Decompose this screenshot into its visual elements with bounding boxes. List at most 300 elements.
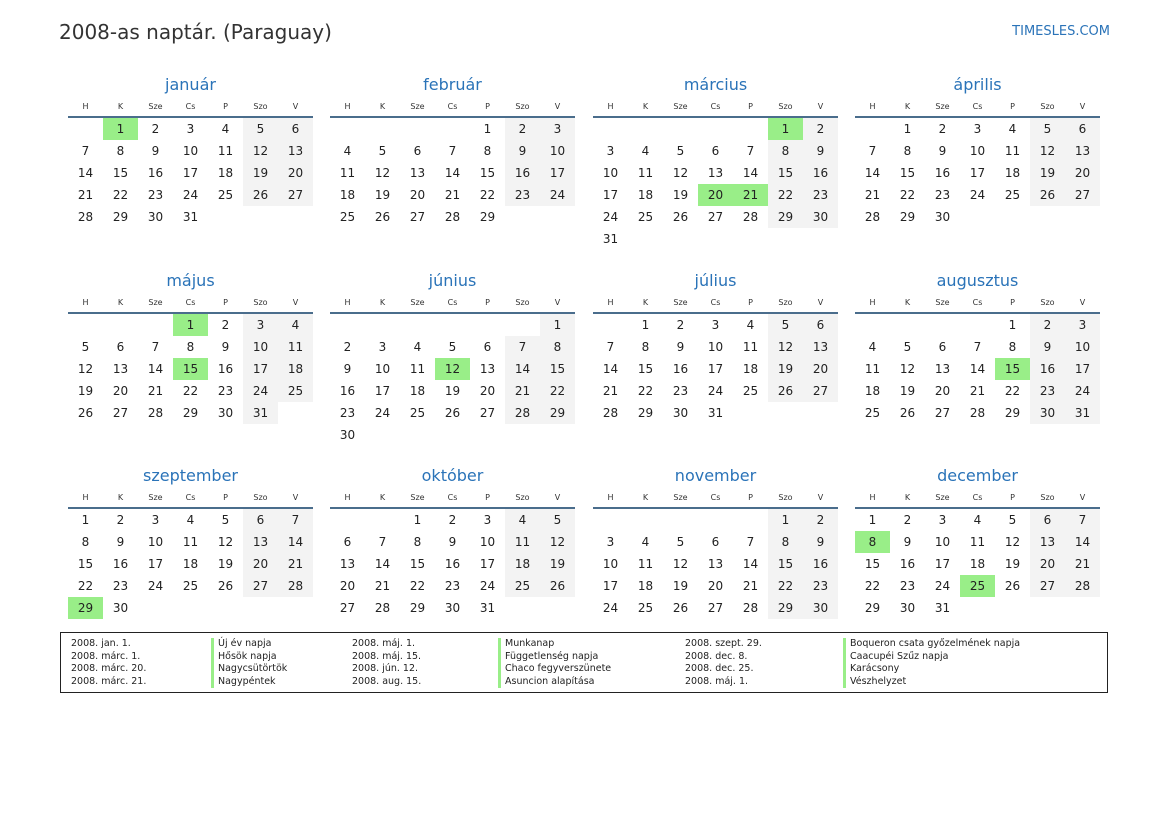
- weekday-label: Sze: [935, 493, 950, 502]
- day-cell: 2: [505, 118, 540, 140]
- week-row: [855, 553, 1100, 575]
- day-cell: 4: [505, 509, 540, 531]
- legend-holiday-name: Chaco fegyverszünete: [498, 663, 611, 676]
- day-cell: 23: [803, 575, 838, 597]
- day-cell: 25: [505, 575, 540, 597]
- weekday-label: Cs: [972, 102, 983, 111]
- day-cell: 4: [1008, 122, 1017, 136]
- day-cell: 8: [186, 340, 195, 354]
- week-row: [330, 424, 575, 446]
- weekday-label: Szo: [778, 298, 793, 307]
- day-cell: 9: [1030, 336, 1065, 358]
- day-cell: [470, 424, 505, 446]
- day-cell: 7: [378, 535, 387, 549]
- day-cell: 3: [606, 535, 615, 549]
- week-row: [68, 553, 313, 575]
- legend-holiday-name: Új év napja: [211, 638, 271, 651]
- day-cell: 12: [77, 362, 94, 376]
- day-cell: 15: [540, 358, 575, 380]
- week-row: [68, 509, 313, 531]
- week-row: [68, 314, 313, 336]
- day-cell: 4: [278, 314, 313, 336]
- legend-holiday-name: Vészhelyzet: [843, 676, 906, 689]
- day-cell: 8: [903, 144, 912, 158]
- day-cell: 7: [151, 340, 160, 354]
- weekday-label: K: [904, 102, 911, 111]
- month-6: [330, 270, 575, 446]
- day-cell: 16: [803, 553, 838, 575]
- weekday-header: [855, 294, 1100, 314]
- day-cell: 20: [803, 358, 838, 380]
- day-cell: [698, 118, 733, 140]
- weekday-label: Sze: [673, 493, 688, 502]
- month-8: [855, 270, 1100, 424]
- day-cell: 6: [243, 509, 278, 531]
- day-cell: 28: [1065, 575, 1100, 597]
- day-cell: 5: [1030, 118, 1065, 140]
- day-cell: 1: [768, 509, 803, 531]
- day-cell: 20: [112, 384, 129, 398]
- day-cell: 3: [606, 144, 615, 158]
- day-cell: 6: [116, 340, 125, 354]
- day-cell: 20: [243, 553, 278, 575]
- day-cell: 9: [803, 140, 838, 162]
- day-cell: 26: [77, 406, 94, 420]
- week-row: [330, 531, 575, 553]
- day-cell: 8: [768, 531, 803, 553]
- day-cell: 9: [116, 535, 125, 549]
- day-cell: 19: [672, 188, 689, 202]
- day-cell: 8: [855, 531, 890, 553]
- day-cell: 18: [505, 553, 540, 575]
- day-cell: 21: [1065, 553, 1100, 575]
- day-cell: 9: [343, 362, 352, 376]
- day-cell: 13: [707, 166, 724, 180]
- day-cell: [960, 314, 995, 336]
- day-cell: 20: [1065, 162, 1100, 184]
- day-cell: 24: [934, 579, 951, 593]
- day-cell: [890, 314, 925, 336]
- weekday-label: V: [292, 298, 299, 307]
- day-cell: 6: [938, 340, 947, 354]
- weekday-header: [330, 98, 575, 118]
- day-cell: 6: [711, 144, 720, 158]
- weekday-label: K: [117, 493, 124, 502]
- day-cell: 27: [707, 210, 724, 224]
- week-row: [593, 597, 838, 619]
- week-row: [855, 380, 1100, 402]
- day-cell: 21: [77, 188, 94, 202]
- weekday-label: P: [1010, 493, 1015, 502]
- weekday-label: K: [379, 102, 386, 111]
- month-1: [68, 74, 313, 228]
- day-cell: 4: [413, 340, 422, 354]
- day-cell: 8: [116, 144, 125, 158]
- week-row: [855, 597, 1100, 619]
- day-cell: 23: [505, 184, 540, 206]
- day-cell: 17: [1065, 358, 1100, 380]
- weekday-label: V: [817, 493, 824, 502]
- legend-date: 2008. jan. 1.: [71, 638, 131, 649]
- day-cell: 2: [903, 513, 912, 527]
- day-cell: 26: [217, 579, 234, 593]
- day-cell: 5: [768, 314, 803, 336]
- day-cell: 18: [864, 384, 881, 398]
- day-cell: 23: [444, 579, 461, 593]
- day-cell: [330, 118, 365, 140]
- day-cell: [243, 206, 278, 228]
- day-cell: 13: [1065, 140, 1100, 162]
- week-row: [330, 206, 575, 228]
- day-cell: [435, 314, 470, 336]
- day-cell: 15: [409, 557, 426, 571]
- weekday-label: Cs: [447, 102, 458, 111]
- day-cell: 11: [637, 557, 654, 571]
- day-cell: 2: [221, 318, 230, 332]
- day-cell: 3: [540, 118, 575, 140]
- day-cell: 8: [540, 336, 575, 358]
- weekday-header: [330, 294, 575, 314]
- day-cell: 11: [1004, 144, 1021, 158]
- day-cell: [505, 206, 540, 228]
- day-cell: 5: [448, 340, 457, 354]
- day-cell: 16: [444, 557, 461, 571]
- day-cell: 8: [81, 535, 90, 549]
- day-cell: 29: [540, 402, 575, 424]
- day-cell: 12: [435, 358, 470, 380]
- weekday-header: [593, 294, 838, 314]
- weekday-label: V: [1079, 298, 1086, 307]
- day-cell: 7: [746, 144, 755, 158]
- day-cell: 25: [339, 210, 356, 224]
- day-cell: 1: [768, 118, 803, 140]
- day-cell: 9: [448, 535, 457, 549]
- day-cell: 31: [1065, 402, 1100, 424]
- day-cell: 1: [483, 122, 492, 136]
- day-cell: 20: [934, 384, 951, 398]
- day-cell: 24: [243, 380, 278, 402]
- day-cell: 19: [540, 553, 575, 575]
- day-cell: 16: [899, 557, 916, 571]
- day-cell: 15: [768, 553, 803, 575]
- day-cell: 11: [182, 535, 199, 549]
- day-cell: 2: [1030, 314, 1065, 336]
- weekday-label: P: [485, 102, 490, 111]
- week-row: [68, 140, 313, 162]
- day-cell: 3: [243, 314, 278, 336]
- day-cell: 3: [1065, 314, 1100, 336]
- day-cell: 18: [1004, 166, 1021, 180]
- weekday-label: K: [117, 102, 124, 111]
- weekday-label: Szo: [253, 298, 268, 307]
- day-cell: 4: [868, 340, 877, 354]
- day-cell: 22: [768, 575, 803, 597]
- day-cell: 30: [672, 406, 689, 420]
- weekday-label: Szo: [778, 102, 793, 111]
- weekday-label: Sze: [410, 102, 425, 111]
- day-cell: 6: [1065, 118, 1100, 140]
- day-cell: 2: [448, 513, 457, 527]
- day-cell: [505, 314, 540, 336]
- day-cell: 13: [112, 362, 129, 376]
- day-cell: 25: [217, 188, 234, 202]
- day-cell: 7: [278, 509, 313, 531]
- weekday-label: P: [1010, 298, 1015, 307]
- weekday-label: V: [1079, 102, 1086, 111]
- day-cell: 24: [147, 579, 164, 593]
- day-cell: 31: [707, 406, 724, 420]
- weekday-label: P: [223, 298, 228, 307]
- legend-holiday-name: Asuncion alapítása: [498, 676, 594, 689]
- weekday-header: [68, 98, 313, 118]
- day-cell: 27: [409, 210, 426, 224]
- day-cell: 29: [1004, 406, 1021, 420]
- weekday-label: Cs: [185, 298, 196, 307]
- day-cell: 10: [602, 166, 619, 180]
- day-cell: 14: [969, 362, 986, 376]
- day-cell: 18: [742, 362, 759, 376]
- weekday-label: K: [642, 102, 649, 111]
- day-cell: 16: [112, 557, 129, 571]
- weekday-header: [68, 489, 313, 509]
- weekday-label: K: [117, 298, 124, 307]
- day-cell: 5: [81, 340, 90, 354]
- legend-date: 2008. máj. 1.: [352, 638, 416, 649]
- weekday-label: K: [379, 493, 386, 502]
- day-cell: 5: [378, 144, 387, 158]
- day-cell: 29: [182, 406, 199, 420]
- day-cell: 2: [343, 340, 352, 354]
- day-cell: [593, 118, 628, 140]
- day-cell: 15: [77, 557, 94, 571]
- day-cell: [1065, 206, 1100, 228]
- site-link[interactable]: TIMESLES.COM: [1012, 24, 1110, 39]
- day-cell: 9: [803, 531, 838, 553]
- day-cell: 9: [676, 340, 685, 354]
- month-name: június: [428, 271, 477, 290]
- day-cell: 1: [540, 314, 575, 336]
- weekday-label: V: [292, 493, 299, 502]
- day-cell: 8: [483, 144, 492, 158]
- day-cell: 2: [151, 122, 160, 136]
- weekday-label: Cs: [972, 298, 983, 307]
- day-cell: 17: [182, 166, 199, 180]
- day-cell: [768, 402, 803, 424]
- day-cell: 14: [505, 358, 540, 380]
- day-cell: [173, 597, 208, 619]
- month-3: [593, 74, 838, 250]
- day-cell: [208, 206, 243, 228]
- week-row: [593, 358, 838, 380]
- day-cell: 21: [969, 384, 986, 398]
- day-cell: 28: [444, 210, 461, 224]
- day-cell: 21: [602, 384, 619, 398]
- weekday-label: Szo: [1040, 493, 1055, 502]
- day-cell: 16: [339, 384, 356, 398]
- day-cell: 22: [182, 384, 199, 398]
- day-cell: 30: [147, 210, 164, 224]
- day-cell: 9: [938, 144, 947, 158]
- weekday-label: Cs: [710, 102, 721, 111]
- weekday-label: H: [82, 102, 89, 111]
- week-row: [593, 531, 838, 553]
- day-cell: 10: [969, 144, 986, 158]
- day-cell: 20: [479, 384, 496, 398]
- day-cell: [138, 597, 173, 619]
- day-cell: 30: [217, 406, 234, 420]
- weekday-header: [330, 489, 575, 509]
- day-cell: 25: [637, 601, 654, 615]
- day-cell: 22: [637, 384, 654, 398]
- day-cell: 30: [339, 428, 356, 442]
- weekday-label: H: [82, 493, 89, 502]
- day-cell: [278, 597, 313, 619]
- day-cell: 12: [217, 535, 234, 549]
- legend-date: 2008. dec. 25.: [685, 663, 754, 674]
- day-cell: 22: [899, 188, 916, 202]
- legend-date: 2008. szept. 29.: [685, 638, 762, 649]
- day-cell: 15: [864, 557, 881, 571]
- month-name: október: [421, 466, 484, 485]
- weekday-label: Szo: [1040, 298, 1055, 307]
- day-cell: 31: [602, 232, 619, 246]
- day-cell: 22: [409, 579, 426, 593]
- day-cell: 16: [934, 166, 951, 180]
- day-cell: 13: [707, 557, 724, 571]
- day-cell: 22: [77, 579, 94, 593]
- week-row: [330, 597, 575, 619]
- legend-holiday-name: Nagycsütörtök: [211, 663, 287, 676]
- day-cell: 30: [803, 206, 838, 228]
- day-cell: 23: [147, 188, 164, 202]
- day-cell: 5: [243, 118, 278, 140]
- day-cell: 14: [742, 166, 759, 180]
- day-cell: 13: [479, 362, 496, 376]
- day-cell: 1: [641, 318, 650, 332]
- day-cell: 19: [1030, 162, 1065, 184]
- week-row: [855, 184, 1100, 206]
- day-cell: 23: [1030, 380, 1065, 402]
- week-row: [593, 140, 838, 162]
- day-cell: 13: [339, 557, 356, 571]
- day-cell: [960, 597, 995, 619]
- day-cell: [278, 402, 313, 424]
- day-cell: [278, 206, 313, 228]
- day-cell: 1: [903, 122, 912, 136]
- day-cell: 28: [969, 406, 986, 420]
- week-row: [68, 184, 313, 206]
- day-cell: 12: [540, 531, 575, 553]
- day-cell: 1: [173, 314, 208, 336]
- weekday-label: H: [869, 493, 876, 502]
- day-cell: 25: [637, 210, 654, 224]
- day-cell: 26: [899, 406, 916, 420]
- month-name: december: [937, 466, 1018, 485]
- day-cell: 27: [339, 601, 356, 615]
- day-cell: 24: [969, 188, 986, 202]
- weekday-label: Cs: [447, 298, 458, 307]
- weekday-label: P: [748, 298, 753, 307]
- day-cell: 11: [278, 336, 313, 358]
- day-cell: 19: [243, 162, 278, 184]
- legend-date: 2008. márc. 1.: [71, 650, 141, 662]
- weekday-header: [855, 489, 1100, 509]
- day-cell: 15: [112, 166, 129, 180]
- day-cell: 13: [278, 140, 313, 162]
- legend-date: 2008. dec. 8.: [685, 650, 748, 662]
- day-cell: 5: [676, 535, 685, 549]
- weekday-label: P: [223, 102, 228, 111]
- day-cell: 15: [479, 166, 496, 180]
- day-cell: 25: [1004, 188, 1021, 202]
- weekday-header: [593, 489, 838, 509]
- day-cell: [103, 314, 138, 336]
- legend-date: 2008. márc. 21.: [71, 675, 147, 687]
- day-cell: 29: [479, 210, 496, 224]
- day-cell: 12: [899, 362, 916, 376]
- day-cell: 24: [1065, 380, 1100, 402]
- week-row: [593, 575, 838, 597]
- day-cell: 5: [903, 340, 912, 354]
- weekday-label: Sze: [410, 493, 425, 502]
- week-row: [593, 184, 838, 206]
- day-cell: 13: [803, 336, 838, 358]
- day-cell: 15: [173, 358, 208, 380]
- day-cell: 7: [746, 535, 755, 549]
- day-cell: 24: [374, 406, 391, 420]
- week-row: [855, 509, 1100, 531]
- day-cell: 9: [221, 340, 230, 354]
- day-cell: [330, 509, 365, 531]
- day-cell: 11: [505, 531, 540, 553]
- day-cell: 14: [602, 362, 619, 376]
- day-cell: [540, 424, 575, 446]
- weekday-label: Szo: [253, 102, 268, 111]
- day-cell: 23: [672, 384, 689, 398]
- day-cell: 24: [182, 188, 199, 202]
- day-cell: 1: [81, 513, 90, 527]
- day-cell: [365, 314, 400, 336]
- week-row: [855, 314, 1100, 336]
- day-cell: 18: [217, 166, 234, 180]
- day-cell: 6: [711, 535, 720, 549]
- day-cell: 4: [746, 318, 755, 332]
- day-cell: 14: [444, 166, 461, 180]
- day-cell: [1030, 597, 1065, 619]
- day-cell: 22: [540, 380, 575, 402]
- day-cell: 23: [899, 579, 916, 593]
- day-cell: 2: [676, 318, 685, 332]
- weekday-label: P: [485, 493, 490, 502]
- week-row: [330, 118, 575, 140]
- day-cell: 2: [803, 118, 838, 140]
- day-cell: 28: [278, 575, 313, 597]
- day-cell: 30: [899, 601, 916, 615]
- legend-date: 2008. máj. 1.: [685, 675, 749, 687]
- day-cell: 19: [768, 358, 803, 380]
- day-cell: 8: [641, 340, 650, 354]
- day-cell: [733, 118, 768, 140]
- day-cell: 7: [448, 144, 457, 158]
- day-cell: [995, 597, 1030, 619]
- day-cell: 3: [483, 513, 492, 527]
- day-cell: 10: [374, 362, 391, 376]
- day-cell: [628, 118, 663, 140]
- day-cell: [628, 509, 663, 531]
- day-cell: 21: [742, 579, 759, 593]
- day-cell: 17: [934, 557, 951, 571]
- weekday-label: Szo: [1040, 102, 1055, 111]
